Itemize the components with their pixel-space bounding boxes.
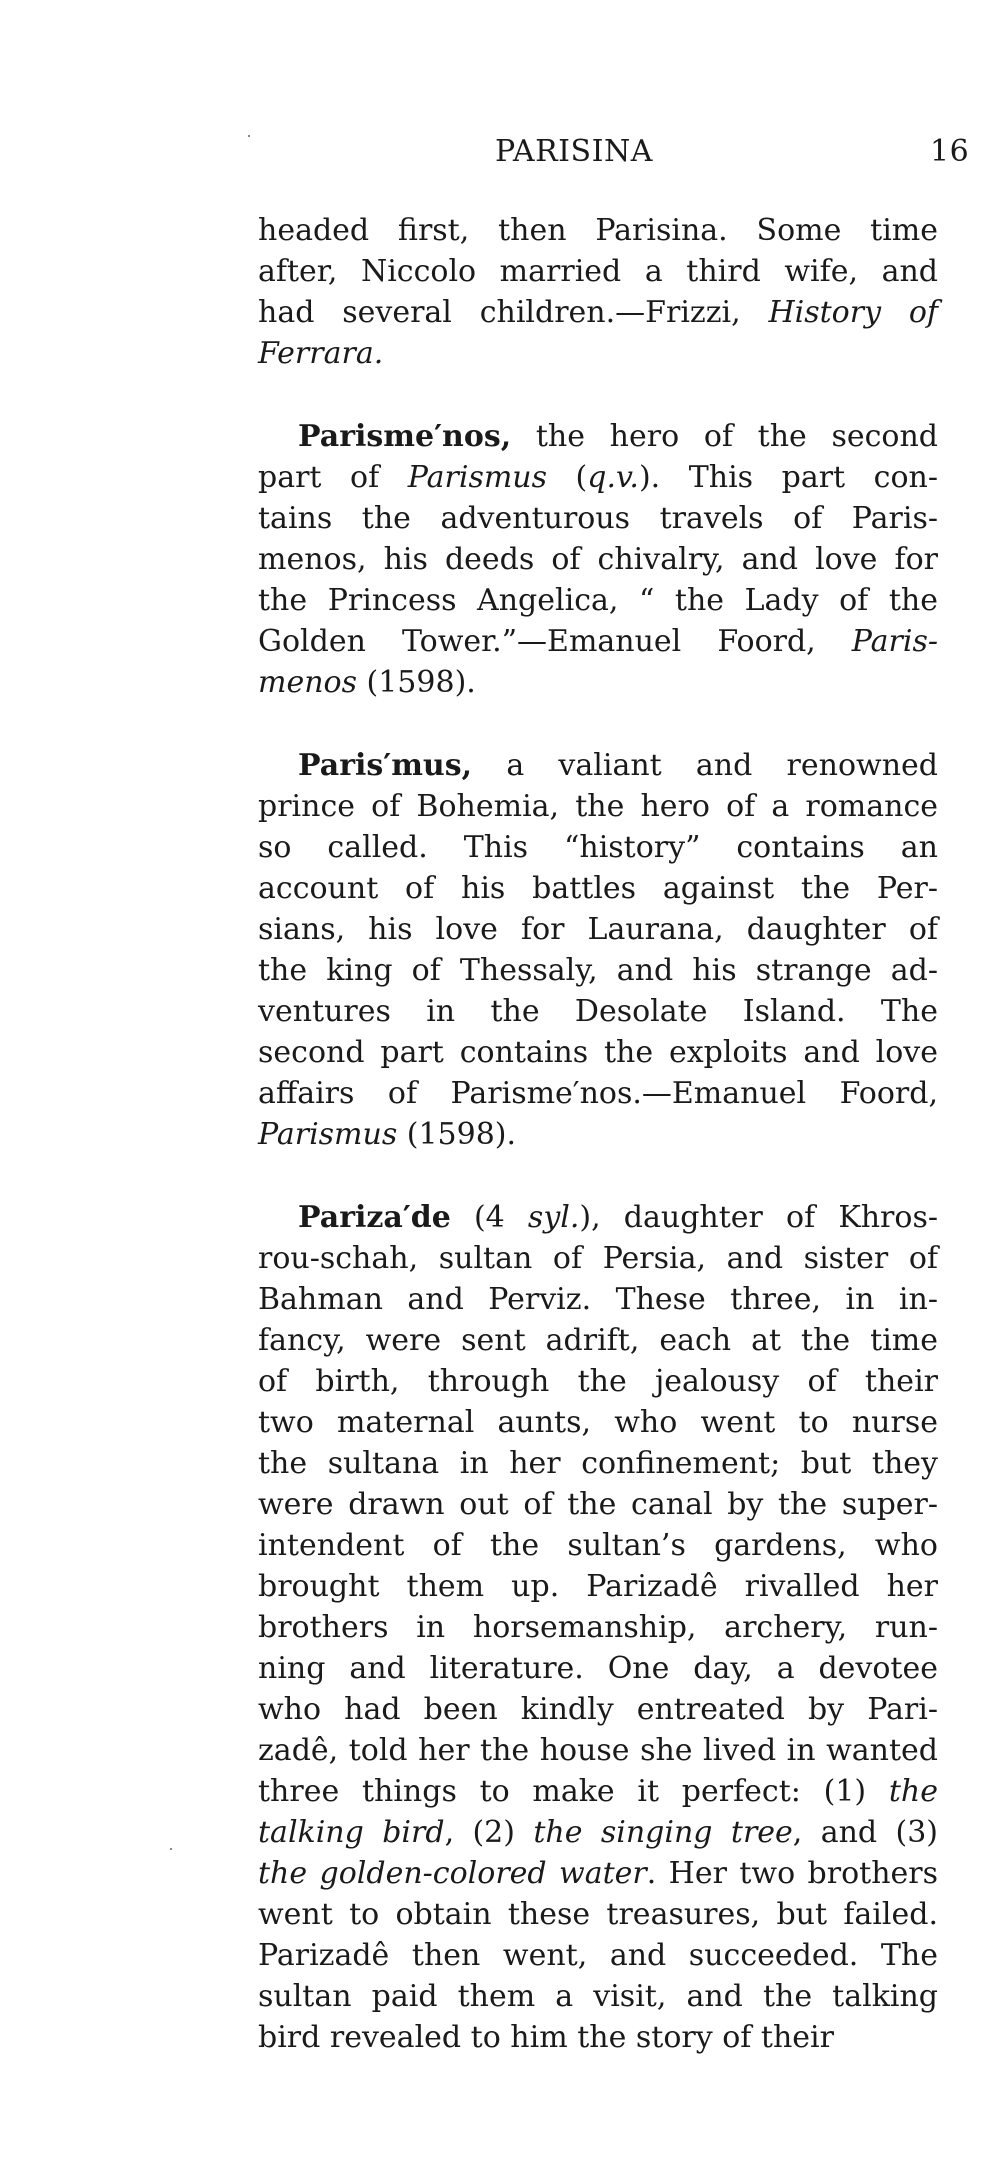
text-line: ning and literature. One day, a devotee [258,1651,938,1686]
dictionary-entry-parismenos [258,416,938,703]
italic-text: the singing tree [533,1815,793,1850]
text-line: brought them up. Parizadê rivalled her [258,1569,938,1604]
italic-text: Parismus [407,460,547,495]
text-line: the golden-colored water. Her two brothers [258,1856,939,1891]
italic-text: Parismus [258,1117,398,1152]
text-line: three things to make it perfect: (1) the [258,1774,938,1809]
text-line: affairs of Parisme′nos.—Emanuel Foord, [258,1076,938,1111]
text-line: sians, his love for Laurana, daughter of [258,912,938,947]
text-line: were drawn out of the canal by the super- [258,1487,938,1522]
italic-text: the [888,1774,938,1809]
running-header [0,134,1000,174]
text-line: Golden Tower.”—Emanuel Foord, Paris- [258,624,938,659]
text-line: Parismus (1598). [258,1117,517,1152]
text-line: so called. This “history” contains an [258,830,938,865]
text-line: brothers in horsemanship, archery, run- [258,1610,938,1645]
text-line: rou-schah, sultan of Persia, and sister of [258,1241,938,1276]
italic-text: syl. [527,1200,580,1235]
text-column [258,210,938,2058]
text-line: Bahman and Perviz. These three, in in- [258,1282,938,1317]
page-number: 16 [930,134,970,169]
text-line: ventures in the Desolate Island. The [258,994,938,1029]
text-line: two maternal aunts, who went to nurse [258,1405,938,1440]
text-line: sultan paid them a visit, and the talking [258,1979,938,2014]
text-line: Parizadê then went, and succeeded. The [258,1938,938,1973]
text-line: bird revealed to him the story of their [258,2020,834,2055]
dictionary-entry-parisina-cont [258,210,938,374]
text-line: of birth, through the jealousy of their [258,1364,938,1399]
text-line: second part contains the exploits and love [258,1035,938,1070]
text-line: tains the adventurous travels of Paris- [258,501,938,536]
entry-gap [258,703,938,745]
text-line: fancy, were sent adrift, each at the time [258,1323,938,1358]
text-line: menos, his deeds of chivalry, and love for [258,542,938,577]
italic-text: menos [258,665,357,700]
italic-text: Paris- [851,624,938,659]
dictionary-entry-parismus [258,745,938,1155]
text-line: the king of Thessaly, and his strange ad- [258,953,938,988]
dictionary-entry-parizade [258,1197,938,2058]
text-line: headed first, then Parisina. Some time [258,213,938,248]
italic-text: History of [768,295,938,330]
italic-text: talking bird [258,1815,445,1850]
text-line: after, Niccolo married a third wife, and [258,254,938,289]
italic-text: the golden-colored water [258,1856,647,1891]
headword: Pariza′de [298,1200,451,1235]
headword: Parisme′nos, [298,419,512,454]
entry-gap [258,374,938,416]
text-line: talking bird, (2) the singing tree, and (3) [258,1815,938,1850]
italic-text: Ferrara. [258,336,384,371]
text-line: went to obtain these treasures, but failed. [258,1897,938,1932]
entry-gap [258,1155,938,1197]
text-line: the Princess Angelica, “ the Lady of the [258,583,938,618]
text-line: menos (1598). [258,665,476,700]
headword: Paris′mus, [298,748,473,783]
text-line: the sultana in her confinement; but they [258,1446,938,1481]
italic-text: q.v. [587,460,639,495]
text-line: intendent of the sultan’s gardens, who [258,1528,938,1563]
running-title: PARISINA [495,134,653,169]
text-line: account of his battles against the Per- [258,871,938,906]
text-line: zadê, told her the house she lived in wanted [258,1733,938,1768]
text-line: Paris′mus, a valiant and renowned [298,748,938,783]
text-line: part of Parismus (q.v.). This part con- [258,460,938,495]
text-line: prince of Bohemia, the hero of a romance [258,789,938,824]
text-line: Pariza′de (4 syl.), daughter of Khros- [298,1200,938,1235]
text-line: who had been kindly entreated by Pari- [258,1692,938,1727]
text-line: had several children.—Frizzi, History of [258,295,938,330]
text-line: Parisme′nos, the hero of the second [298,419,938,454]
text-line [258,333,938,374]
paper-speck [248,135,250,137]
paper-speck [170,1848,172,1850]
